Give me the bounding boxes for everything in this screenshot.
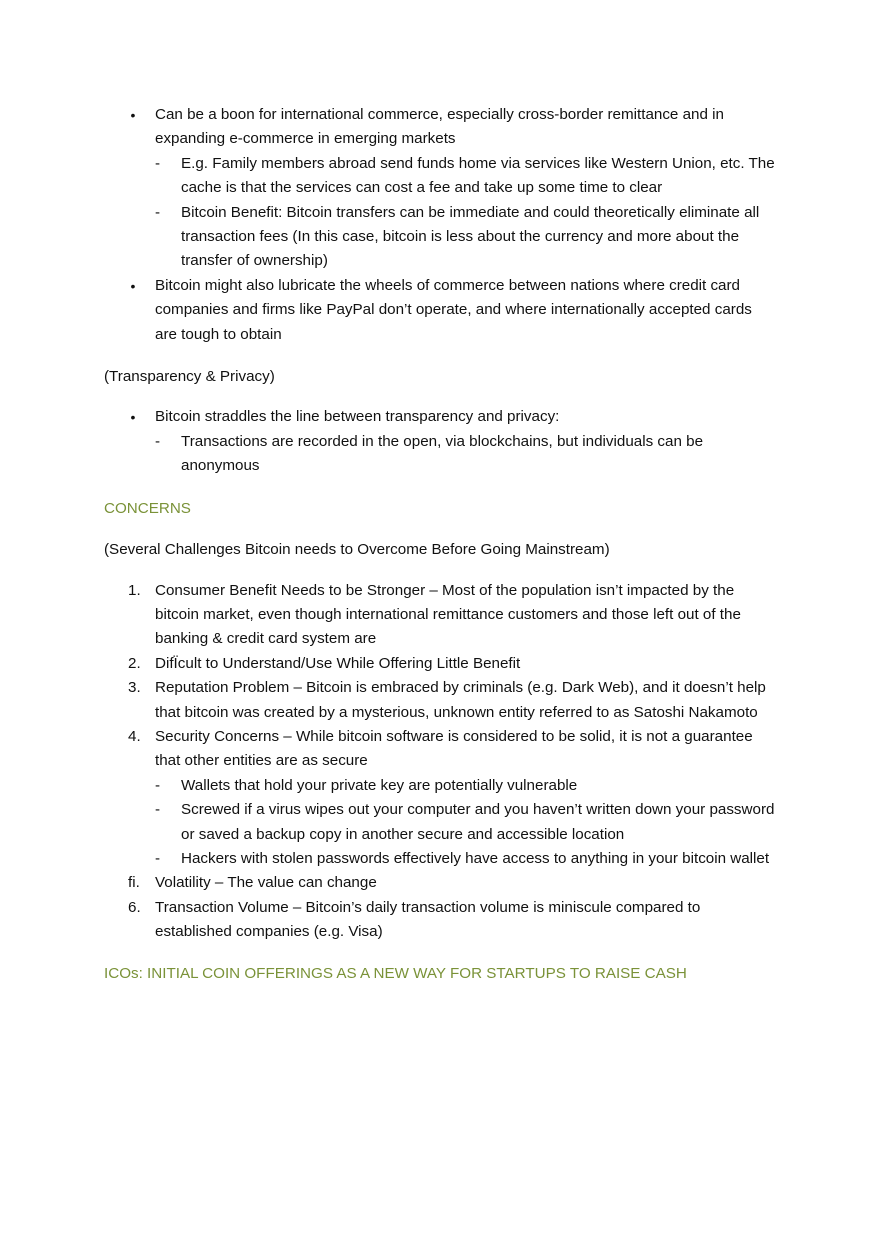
list-item <box>104 725 775 774</box>
list-item-text: DifÏcult to Understand/Use While Offering Little Benefit <box>155 654 521 672</box>
list-item <box>104 652 775 676</box>
commerce-bullet-list <box>104 103 775 347</box>
sub-bullet-text: Hackers with stolen passwords effectively have access to anything in your bitcoin wallet <box>181 849 770 867</box>
concerns-subtitle: (Several Challenges Bitcoin needs to Overcome Before Going Mainstream) <box>104 541 610 559</box>
list-number: 6. <box>128 898 141 916</box>
sub-bullet-text: Transactions are recorded in the open, via blockchains, but individuals can be anonymous <box>181 432 704 475</box>
sub-bullet-text: Bitcoin Benefit: Bitcoin transfers can be immediate and could theoretically eliminate all transaction fees (In this case, bitcoin is less about the currency and more about the transfer of ownership) <box>181 203 760 270</box>
list-number: 2. <box>128 654 141 672</box>
bullet-text: Bitcoin might also lubricate the wheels of commerce between nations where credit card companies and firms like PayPal don’t operate, and where internationally accepted cards are tough to obtain <box>155 276 752 343</box>
list-item-text: Security Concerns – While bitcoin software is considered to be solid, it is not a guarantee that other entities are as secure <box>155 727 753 770</box>
dash-icon: - <box>155 154 161 172</box>
list-item <box>104 579 775 652</box>
list-number: 1. <box>128 581 141 599</box>
list-item <box>104 405 775 429</box>
list-item <box>104 896 775 945</box>
list-item-text: Consumer Benefit Needs to be Stronger – Most of the population isn’t impacted by the bitcoin market, even though international remittance customers and those left out of the banking & credit card system are <box>155 581 741 648</box>
list-item <box>104 871 775 895</box>
bullet-text: Can be a boon for international commerce, especially cross-border remittance and in expanding e-commerce in emerging markets <box>155 106 724 148</box>
list-item <box>104 152 775 201</box>
list-item <box>104 676 775 725</box>
list-item <box>104 274 775 347</box>
sub-bullet-text: Wallets that hold your private key are potentially vulnerable <box>181 776 578 794</box>
dash-icon: - <box>155 203 161 221</box>
bullet-text: Bitcoin straddles the line between transparency and privacy: <box>155 408 560 426</box>
dash-icon: - <box>155 849 161 867</box>
list-item <box>104 774 775 798</box>
bullet-icon: • <box>130 107 136 123</box>
dash-icon: - <box>155 776 161 794</box>
list-number: ﬁ. <box>128 874 140 892</box>
list-item-text: Reputation Problem – Bitcoin is embraced by criminals (e.g. Dark Web), and it doesn’t help that bitcoin was created by a mysterious, unknown entity referred to as Satoshi Nakamoto <box>155 679 766 721</box>
transparency-bullet-list <box>104 405 775 478</box>
bullet-icon: • <box>130 409 136 426</box>
list-number: 3. <box>128 679 141 697</box>
list-number: 4. <box>128 727 141 745</box>
list-item-text: Volatility – The value can change <box>155 874 377 892</box>
list-item-text: Transaction Volume – Bitcoin’s daily transaction volume is miniscule compared to established companies (e.g. Visa) <box>155 898 701 941</box>
list-item <box>104 847 775 871</box>
transparency-label: (Transparency & Privacy) <box>104 368 275 386</box>
list-item <box>104 103 775 152</box>
concerns-heading: CONCERNS <box>104 499 191 517</box>
list-item <box>104 430 775 479</box>
dash-icon: - <box>155 801 161 819</box>
concerns-numbered-list <box>104 579 775 945</box>
list-item <box>104 201 775 274</box>
bullet-icon: • <box>130 277 136 294</box>
list-item <box>104 798 775 847</box>
ico-heading: ICOs: INITIAL COIN OFFERINGS AS A NEW WAY FOR STARTUPS TO RAISE CASH <box>104 964 687 982</box>
sub-bullet-text: Screwed if a virus wipes out your computer and you haven’t written down your password or saved a backup copy in another secure and accessible location <box>181 801 775 843</box>
dash-icon: - <box>155 432 161 450</box>
sub-bullet-text: E.g. Family members abroad send funds home via services like Western Union, etc. The cache is that the services can cost a fee and take up some time to clear <box>181 154 775 197</box>
